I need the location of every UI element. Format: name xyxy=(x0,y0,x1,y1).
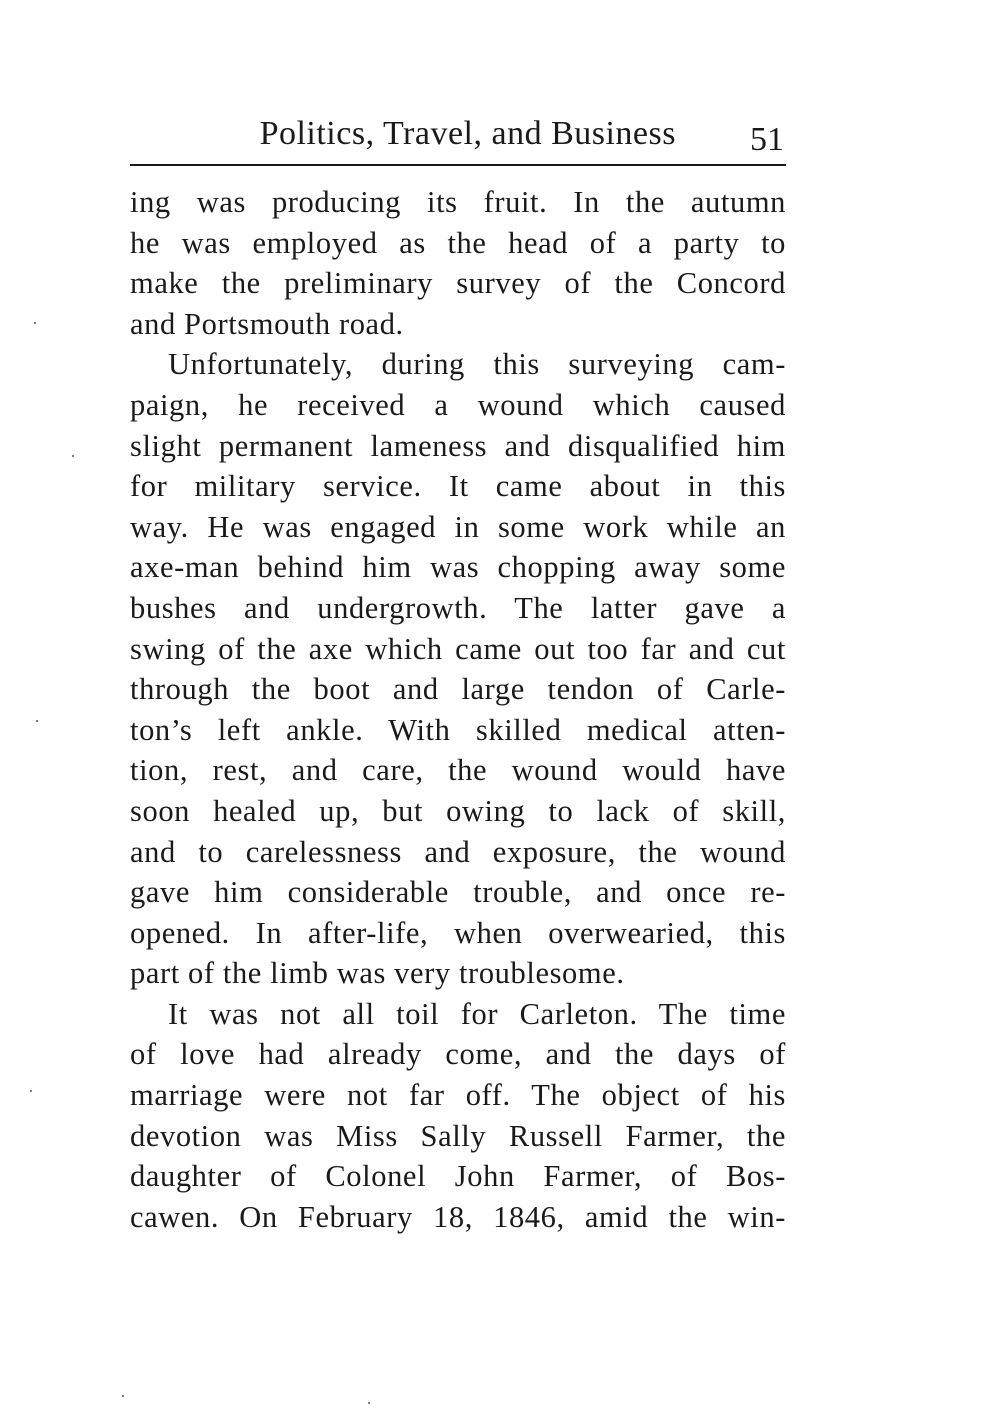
text-line: he was employed as the head of a party to xyxy=(130,225,786,260)
text-line: ing was producing its fruit. In the autumn xyxy=(130,185,786,219)
text-line: bushes and undergrowth. The latter gave a xyxy=(130,590,786,625)
scan-speck xyxy=(30,1090,32,1092)
text-line: tion, rest, and care, the wound would have xyxy=(130,753,786,788)
running-head xyxy=(130,110,786,160)
text-line: Unfortunately, during this surveying cam- xyxy=(168,347,786,382)
running-title: Politics, Travel, and Business xyxy=(259,115,676,152)
body-text xyxy=(130,182,786,1237)
text-line: opened. In after-life, when overwearied, this xyxy=(130,915,786,950)
text-line: for military service. It came about in this xyxy=(130,469,786,504)
text-line: way. He was engaged in some work while an xyxy=(130,509,786,544)
scan-speck xyxy=(368,1402,370,1404)
text-line: swing of the axe which came out too far and cut xyxy=(130,631,786,666)
text-line: and Portsmouth road. xyxy=(130,306,404,341)
text-line: devotion was Miss Sally Russell Farmer, the xyxy=(130,1118,786,1153)
scan-speck xyxy=(122,1395,124,1397)
text-line: of love had already come, and the days of xyxy=(130,1037,786,1072)
text-line: part of the limb was very troublesome. xyxy=(130,956,625,991)
text-line: It was not all toil for Carleton. The time xyxy=(168,996,786,1031)
text-line: paign, he received a wound which caused xyxy=(130,387,786,422)
text-line: ton’s left ankle. With skilled medical atten- xyxy=(130,712,786,747)
text-line: through the boot and large tendon of Carle- xyxy=(130,672,786,707)
text-line: soon healed up, but owing to lack of skill, xyxy=(130,793,786,828)
text-line: make the preliminary survey of the Concord xyxy=(130,266,786,301)
scan-speck xyxy=(34,322,36,324)
scan-speck xyxy=(72,455,74,457)
text-line: slight permanent lameness and disqualified him xyxy=(130,428,786,463)
text-line: cawen. On February 18, 1846, amid the win- xyxy=(130,1199,786,1234)
text-line: and to carelessness and exposure, the wound xyxy=(130,834,786,869)
page-number: 51 xyxy=(750,121,784,158)
text-line: marriage were not far off. The object of his xyxy=(130,1078,786,1113)
scan-speck xyxy=(36,720,38,722)
text-line: gave him considerable trouble, and once re- xyxy=(130,875,786,910)
text-line: daughter of Colonel John Farmer, of Bos- xyxy=(130,1159,786,1194)
header-rule xyxy=(130,164,786,166)
text-line: axe-man behind him was chopping away some xyxy=(130,550,786,585)
